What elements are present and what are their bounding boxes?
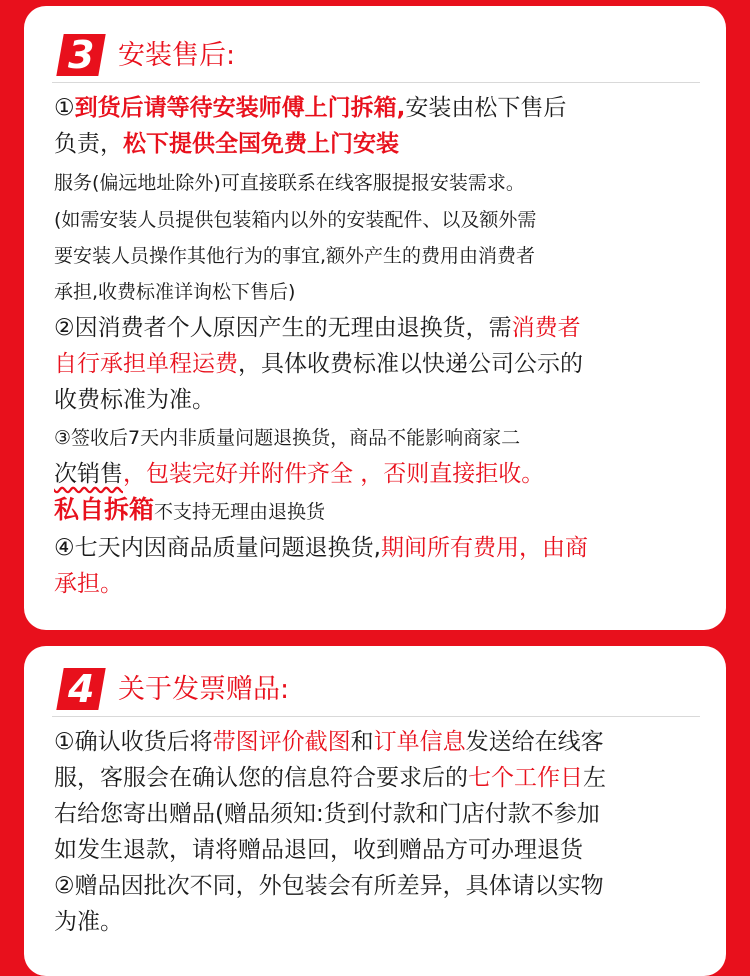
paragraph-line: 承担。 xyxy=(54,571,123,597)
paragraph-line: 为准。 xyxy=(54,909,123,935)
paragraph-line: 要安装人员操作其他行为的事宜,额外产生的费用由消费者 xyxy=(54,245,536,267)
paragraph-line: (如需安装人员提供包装箱内以外的安装配件、以及额外需 xyxy=(54,209,537,231)
paragraph-line: 私自拆箱不支持无理由退换货 xyxy=(54,495,326,524)
paragraph-line: 次销售，包装完好并附件齐全 ，否则直接拒收。 xyxy=(54,461,545,487)
section-title: 安装售后: xyxy=(118,40,236,71)
header-divider xyxy=(52,716,700,717)
paragraph-line: ①到货后请等待安装师傅上门拆箱,安装由松下售后 xyxy=(54,95,567,121)
paragraph-line: 如发生退款，请将赠品退回，收到赠品方可办理退货 xyxy=(54,837,583,863)
paragraph-line: 负责，松下提供全国免费上门安装 xyxy=(54,131,399,157)
paragraph-line: 收费标准为准。 xyxy=(54,387,215,413)
invoice-gift-card xyxy=(24,646,726,976)
section-number-badge: 4 xyxy=(56,668,105,710)
paragraph-line: ①确认收货后将带图评价截图和订单信息发送给在线客 xyxy=(54,729,604,755)
paragraph-line: 承担,收费标准详询松下售后) xyxy=(54,281,296,303)
section-body xyxy=(54,724,704,940)
section-body xyxy=(54,90,704,602)
header-divider xyxy=(52,82,700,83)
after-sales-card xyxy=(24,6,726,630)
paragraph-line: 服，客服会在确认您的信息符合要求后的七个工作日左 xyxy=(54,765,606,791)
paragraph-line: 自行承担单程运费，具体收费标准以快递公司公示的 xyxy=(54,351,583,377)
paragraph-line: ②赠品因批次不同，外包装会有所差异，具体请以实物 xyxy=(54,873,604,899)
paragraph-line: ②因消费者个人原因产生的无理由退换货，需消费者 xyxy=(54,315,581,341)
paragraph-line: ③签收后7天内非质量问题退换货，商品不能影响商家二 xyxy=(54,427,521,449)
paragraph-line: ④七天内因商品质量问题退换货,期间所有费用，由商 xyxy=(54,535,588,561)
section-number-badge: 3 xyxy=(56,34,105,76)
section-title: 关于发票赠品: xyxy=(118,674,290,705)
paragraph-line: 服务(偏远地址除外)可直接联系在线客服提报安装需求。 xyxy=(54,172,525,194)
paragraph-line: 右给您寄出赠品(赠品须知:货到付款和门店付款不参加 xyxy=(54,801,600,827)
